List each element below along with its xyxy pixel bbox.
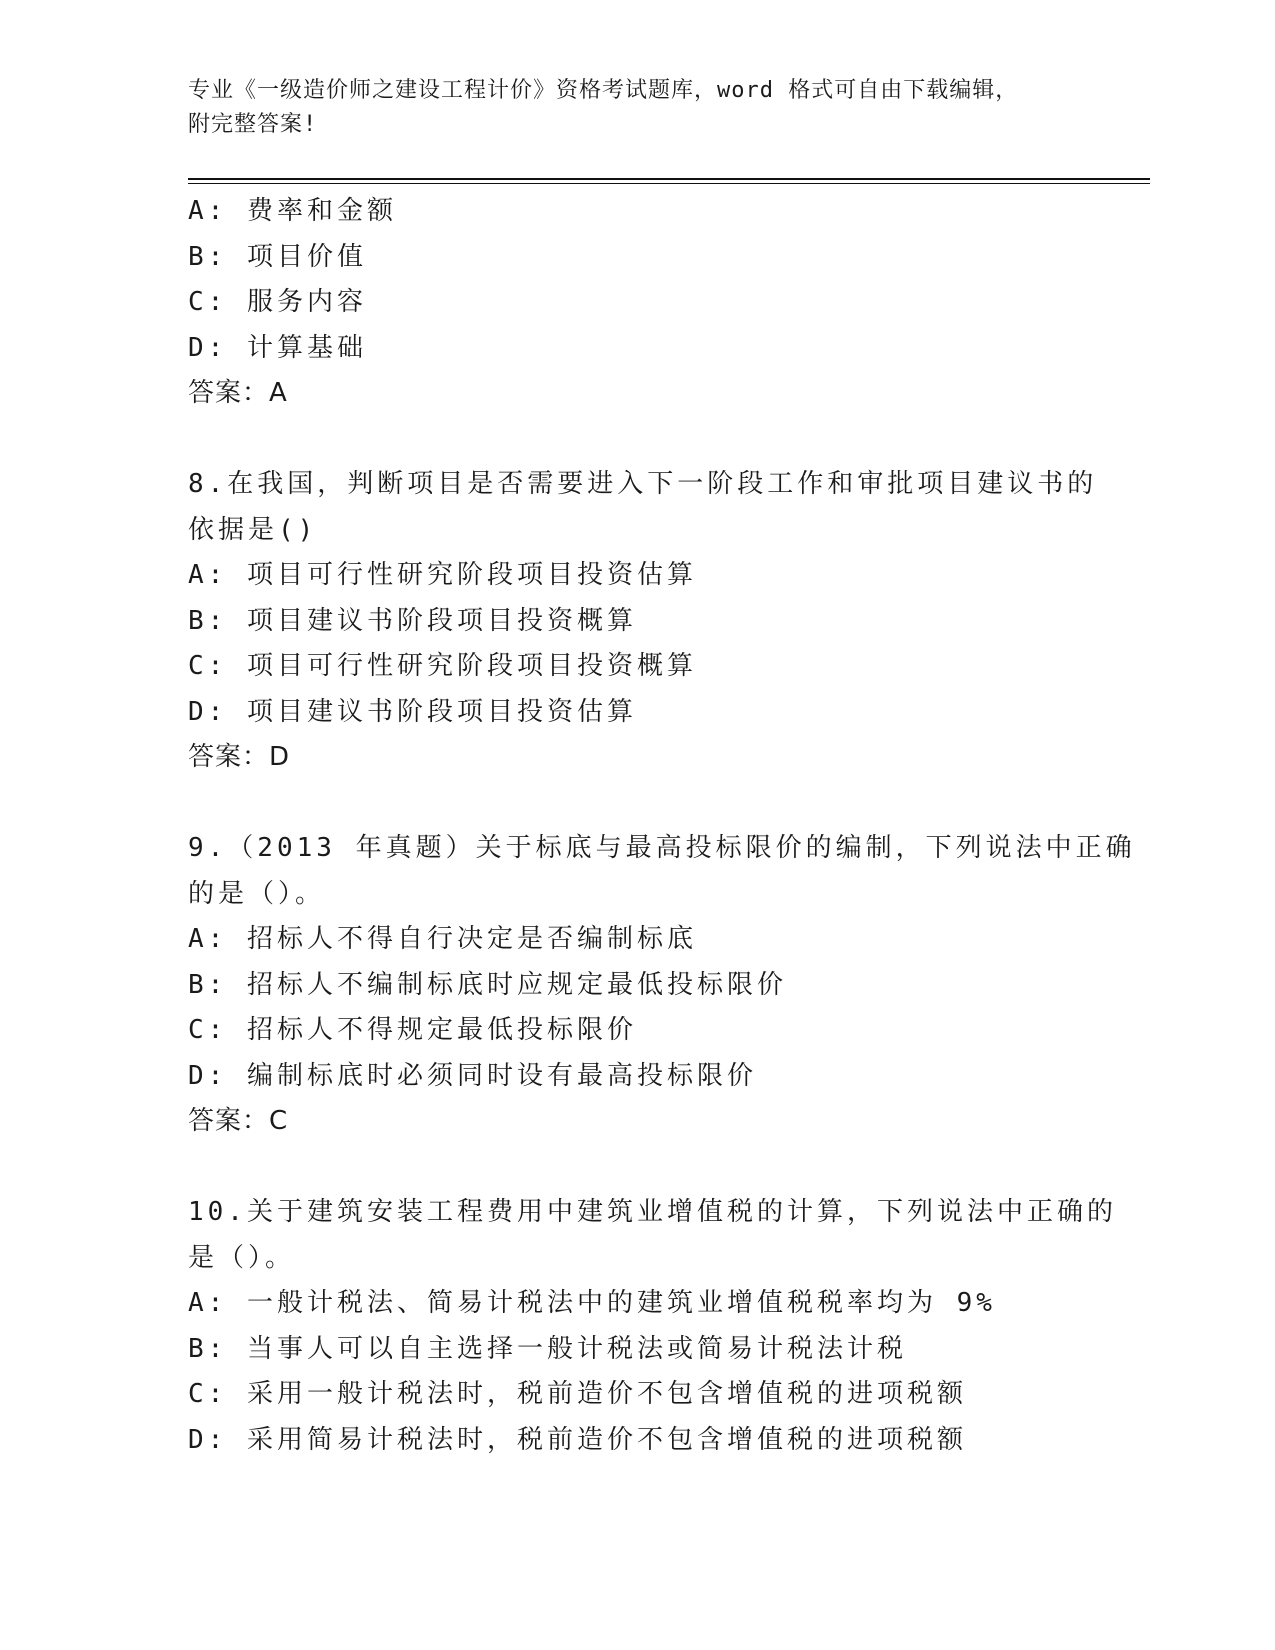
question-stem-line: 依据是() bbox=[188, 514, 318, 545]
option-d: D: 项目建议书阶段项目投资估算 bbox=[188, 696, 637, 727]
header-line-2: 附完整答案! bbox=[188, 112, 318, 137]
question-8 bbox=[188, 462, 1098, 781]
question-stem-line: 是（）。 bbox=[188, 1242, 296, 1273]
answer-line: 答案：C bbox=[188, 1106, 289, 1136]
question-10 bbox=[188, 1190, 1117, 1463]
question-stem-line: 8.在我国，判断项目是否需要进入下一阶段工作和审批项目建议书的 bbox=[188, 469, 1098, 499]
option-c: C: 服务内容 bbox=[188, 287, 367, 317]
question-spacer bbox=[188, 1145, 1088, 1191]
document-header bbox=[188, 74, 1088, 142]
question-stem-line: 10.关于建筑安装工程费用中建筑业增值税的计算，下列说法中正确的 bbox=[188, 1197, 1117, 1227]
question-9 bbox=[188, 826, 1136, 1145]
option-a: A: 费率和金额 bbox=[188, 196, 397, 226]
option-a: A: 招标人不得自行决定是否编制标底 bbox=[188, 924, 697, 954]
option-b: B: 项目建议书阶段项目投资概算 bbox=[188, 605, 637, 636]
question-stem-line: 的是（）。 bbox=[188, 878, 326, 909]
option-d: D: 计算基础 bbox=[188, 332, 367, 363]
question-spacer bbox=[188, 417, 1088, 463]
question-stem-line: 9.（2013 年真题）关于标底与最高投标限价的编制，下列说法中正确 bbox=[188, 833, 1136, 863]
option-c: C: 采用一般计税法时，税前造价不包含增值税的进项税额 bbox=[188, 1379, 967, 1409]
option-d: D: 采用简易计税法时，税前造价不包含增值税的进项税额 bbox=[188, 1424, 967, 1455]
question-list bbox=[188, 189, 1136, 1463]
question-spacer bbox=[188, 781, 1088, 827]
answer-line: 答案：D bbox=[188, 742, 291, 772]
option-a: A: 一般计税法、简易计税法中的建筑业增值税税率均为 9% bbox=[188, 1288, 996, 1318]
option-b: B: 项目价值 bbox=[188, 241, 367, 272]
option-d: D: 编制标底时必须同时设有最高投标限价 bbox=[188, 1060, 757, 1091]
answer-line: 答案：A bbox=[188, 378, 288, 408]
header-divider-thin bbox=[188, 183, 1150, 184]
option-c: C: 项目可行性研究阶段项目投资概算 bbox=[188, 651, 697, 681]
option-b: B: 当事人可以自主选择一般计税法或简易计税法计税 bbox=[188, 1333, 907, 1364]
option-b: B: 招标人不编制标底时应规定最低投标限价 bbox=[188, 969, 787, 1000]
option-a: A: 项目可行性研究阶段项目投资估算 bbox=[188, 560, 697, 590]
option-c: C: 招标人不得规定最低投标限价 bbox=[188, 1015, 637, 1045]
header-line-1: 专业《一级造价师之建设工程计价》资格考试题库，word 格式可自由下载编辑， bbox=[188, 78, 1019, 103]
question-7 bbox=[188, 189, 1088, 417]
header-divider-thick bbox=[188, 178, 1150, 180]
